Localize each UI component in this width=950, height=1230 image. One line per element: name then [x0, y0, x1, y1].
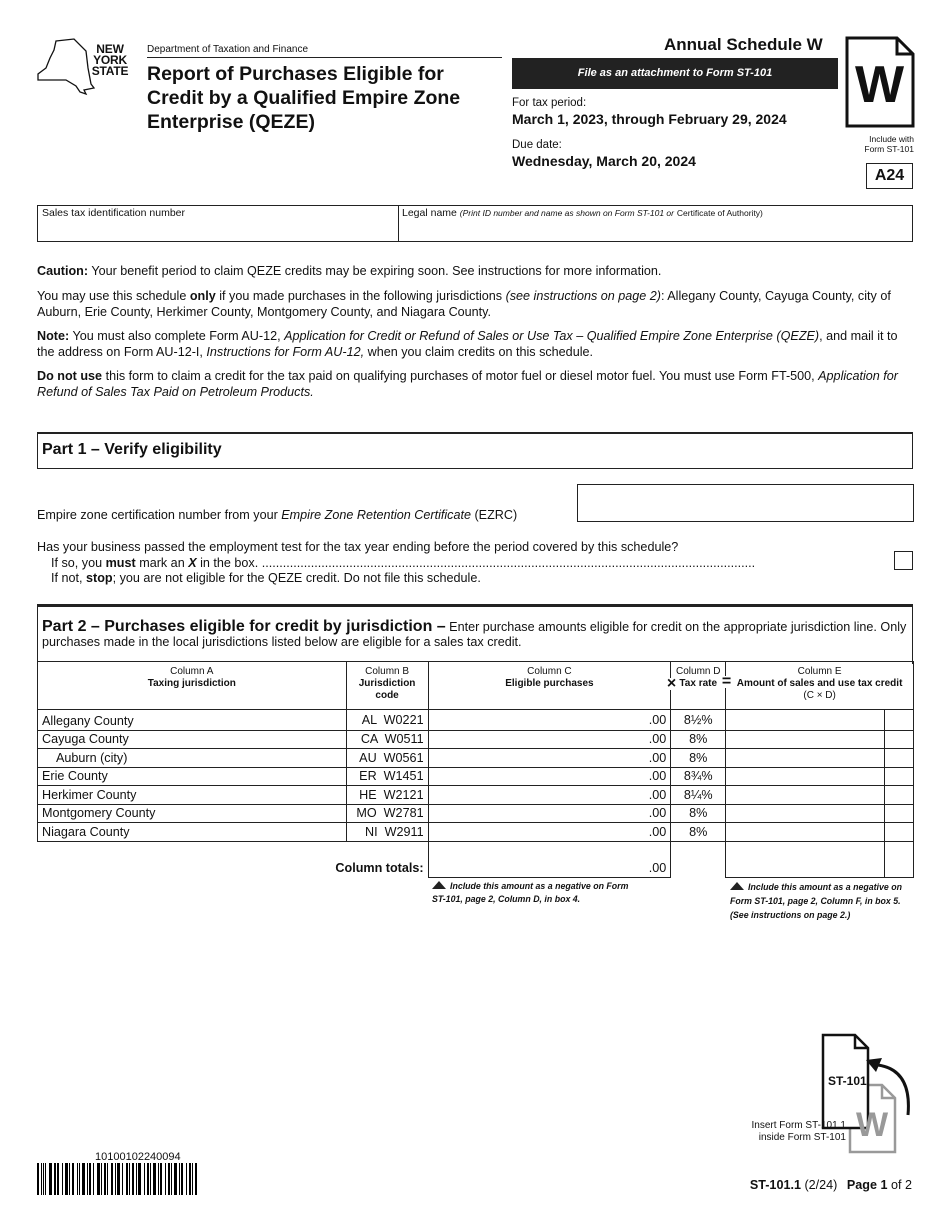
- ezrc-certificate-title: Empire Zone Retention Certificate: [281, 508, 471, 522]
- credit-cents-input[interactable]: [885, 730, 914, 749]
- legal-name-label-row: [398, 206, 912, 220]
- part2-heading-text: [38, 607, 912, 650]
- jurisdiction-name: Auburn (city): [38, 749, 347, 768]
- table-row: [38, 730, 914, 749]
- part1-heading-box: [37, 432, 913, 469]
- col-c-header: [428, 662, 677, 710]
- legal-name-hint-rest: Certificate of Authority): [676, 208, 763, 218]
- barcode-number: 10100102240094: [95, 1151, 181, 1163]
- jurisdiction-code: AL W0221: [346, 710, 428, 731]
- col-e-name: Amount of sales and use tax credit: [736, 678, 903, 689]
- ezrc-label: [37, 508, 517, 524]
- insert-note-line-1: Insert Form ST-101.1: [751, 1120, 846, 1131]
- totals-label: Column totals:: [335, 861, 424, 875]
- column-c-total-note: [432, 880, 642, 906]
- due-date-value: Wednesday, March 20, 2024: [512, 153, 696, 169]
- table-row: [38, 749, 914, 768]
- column-e-total-input[interactable]: [726, 841, 885, 877]
- note-label: Note:: [37, 329, 70, 343]
- cents: .00: [648, 824, 667, 839]
- do-not-use-text: this form to claim a credit for the tax paid on qualifying purchases of motor fuel or diesel motor fuel. You must use Form FT-500,: [102, 369, 819, 383]
- form-id-and-page: [650, 1178, 912, 1192]
- state-word-3: STATE: [91, 64, 129, 78]
- jurisdiction-code: CA W0511: [346, 730, 428, 749]
- title-line-3: Enterprise (QEZE): [147, 111, 315, 133]
- include-note-line-2: Form ST-101: [864, 144, 914, 154]
- usage-text-c: : Allegany County, Cayuga County, city of Auburn, Erie County, Herkimer County, Montgomery County, and Niagara County.: [37, 289, 891, 319]
- part2-heading-box: [37, 604, 913, 664]
- insert-note-line-2: inside Form ST-101: [758, 1131, 846, 1143]
- q2-text-b: mark an: [135, 555, 189, 570]
- ezrc-text-b: (EZRC): [470, 508, 518, 522]
- tax-rate: 8%: [671, 823, 726, 842]
- eligible-purchases-input[interactable]: [428, 730, 671, 749]
- sales-tax-id-field[interactable]: [37, 205, 399, 242]
- page-of: of 2: [887, 1178, 912, 1192]
- ezrc-text-a: Empire zone certification number from your: [37, 508, 282, 522]
- title-line-1: Report of Purchases Eligible for: [147, 63, 444, 85]
- eligible-purchases-input[interactable]: [428, 710, 671, 731]
- ezrc-number-input[interactable]: [577, 484, 914, 522]
- jurisdiction-name: Herkimer County: [38, 786, 347, 805]
- up-arrow-icon: [432, 881, 446, 889]
- page-label: Page: [846, 1178, 881, 1192]
- col-b-header: [346, 662, 428, 710]
- usage-text-b: if you made purchases in the following jurisdictions: [215, 289, 506, 303]
- table-row: [38, 786, 914, 805]
- include-note-line-1: Include with: [869, 134, 914, 144]
- cents: .00: [648, 750, 667, 765]
- col-e-top: Column E: [797, 666, 842, 677]
- do-not-use-notice: [37, 369, 912, 400]
- note-notice: [37, 329, 912, 360]
- credit-amount-input[interactable]: [726, 767, 885, 786]
- table-row: [38, 804, 914, 823]
- col-c-name: Eligible purchases: [505, 678, 594, 689]
- attach-banner-text: File as an attachment to Form ST-101: [577, 67, 773, 79]
- column-c-total-input[interactable]: [428, 841, 671, 877]
- q3-stop: stop: [86, 571, 113, 585]
- jurisdiction-code: MO W2781: [346, 804, 428, 823]
- equals-sign: =: [721, 673, 732, 690]
- jurisdiction-table: [37, 661, 914, 878]
- column-c-note-text: Include this amount as a negative on Form ST-101, page 2, Column D, in box 4.: [432, 881, 629, 904]
- tax-period-value: March 1, 2023, through February 29, 2024: [512, 111, 787, 127]
- tax-rate: 8%: [671, 749, 726, 768]
- employment-q-line-1: Has your business passed the employment test for the tax year ending before the period covered by this schedule?: [37, 540, 679, 554]
- col-e-header: [726, 662, 914, 710]
- department-name: Department of Taxation and Finance: [147, 44, 309, 55]
- cents: .00: [648, 787, 667, 802]
- new-york-state-map-icon: [36, 38, 96, 96]
- attach-banner: [512, 58, 838, 89]
- tax-period-label: For tax period:: [512, 97, 587, 109]
- jurisdiction-name: Erie County: [38, 767, 347, 786]
- st101-doc-label: ST-101: [828, 1074, 867, 1088]
- jurisdiction-name: Allegany County: [38, 710, 347, 731]
- cents: .00: [648, 769, 667, 784]
- form-revision: (2/24): [800, 1178, 838, 1192]
- credit-cents-input[interactable]: [885, 710, 914, 731]
- usage-notice: [37, 289, 912, 320]
- credit-amount-input[interactable]: [726, 710, 885, 731]
- jurisdiction-name: Cayuga County: [38, 730, 347, 749]
- tax-rate: 8½%: [671, 710, 726, 731]
- credit-cents-input[interactable]: [885, 767, 914, 786]
- form-code-box: [866, 163, 913, 189]
- q3-text-a: If not,: [51, 571, 87, 585]
- column-e-total-note: [730, 880, 912, 922]
- jurisdiction-code: HE W2121: [346, 786, 428, 805]
- credit-amount-input[interactable]: [726, 730, 885, 749]
- credit-amount-input[interactable]: [726, 804, 885, 823]
- col-b-top: Column B: [365, 666, 410, 677]
- note-text-c: when you claim credits on this schedule.: [364, 344, 593, 359]
- credit-amount-input[interactable]: [726, 786, 885, 805]
- table-row: [38, 710, 914, 731]
- eligible-purchases-input[interactable]: [428, 786, 671, 805]
- credit-cents-input[interactable]: [885, 749, 914, 768]
- credit-cents-input[interactable]: [885, 804, 914, 823]
- col-a-name: Taxing jurisdiction: [147, 678, 236, 689]
- col-d-top: Column D: [676, 666, 721, 677]
- part2-heading: Part 2 – Purchases eligible for credit by jurisdiction –: [42, 618, 446, 635]
- schedule-badge-letter: W: [855, 56, 905, 114]
- col-a-header: [38, 662, 347, 710]
- eligible-purchases-input[interactable]: [428, 749, 671, 768]
- credit-cents-input[interactable]: [885, 823, 914, 842]
- tax-rate: 8¾%: [671, 767, 726, 786]
- caution-label: Caution:: [37, 264, 89, 278]
- totals-row: [38, 841, 914, 877]
- jurisdiction-code: AU W0561: [346, 749, 428, 768]
- q2-text-a: If so, you: [51, 555, 106, 570]
- state-word-2: YORK: [93, 53, 127, 67]
- schedule-name: Annual Schedule W: [664, 35, 823, 54]
- title-line-2: Credit by a Qualified Empire Zone: [147, 87, 461, 109]
- totals-spacer: [671, 841, 726, 877]
- legal-name-hint: (Print ID number and name as shown on Form ST-101 or: [459, 208, 674, 218]
- part2-intro: Enter purchase amounts eligible for credit on the appropriate jurisdiction line. Only purchases made in the local jurisdictions listed below are eligible for a sales tax credit.: [42, 620, 907, 649]
- page-number: 1: [880, 1178, 888, 1192]
- q2-must: must: [105, 555, 136, 570]
- usage-text-a: You may use this schedule: [37, 289, 190, 303]
- credit-amount-input[interactable]: [726, 749, 885, 768]
- times-sign: ×: [666, 675, 677, 692]
- usage-see-instructions: (see instructions on page 2): [505, 289, 661, 303]
- q2-text-c: in the box. .............................................................................................................................................: [196, 555, 756, 570]
- cents: .00: [648, 806, 667, 821]
- jurisdiction-name: Niagara County: [38, 823, 347, 842]
- col-d-header: [671, 662, 732, 710]
- do-not-use-form-title: Application for Refund of Sales Tax Paid on Petroleum Products.: [37, 369, 898, 399]
- column-e-note-text: Include this amount as a negative on Form ST-101, page 2, Column F, in box 5. (See instructions on page 2.): [730, 882, 902, 920]
- part1-heading: Part 1 – Verify eligibility: [42, 441, 222, 458]
- totals-cents: .00: [648, 860, 667, 875]
- col-e-sub: (C × D): [803, 690, 836, 701]
- employment-q-line-3: [37, 571, 887, 587]
- col-c-top: Column C: [527, 666, 572, 677]
- table-row: [38, 823, 914, 842]
- include-note: [848, 134, 914, 154]
- barcode: [37, 1163, 197, 1195]
- jurisdiction-code: NI W2911: [346, 823, 428, 842]
- tax-rate: 8%: [671, 730, 726, 749]
- employment-q-line-2: [37, 556, 883, 572]
- cents: .00: [648, 712, 667, 727]
- employment-test-checkbox[interactable]: [894, 551, 913, 570]
- state-wordmark: [90, 44, 130, 77]
- note-form-title: Application for Credit or Refund of Sales or Use Tax – Qualified Empire Zone Enterprise (QEZE): [284, 329, 820, 343]
- eligible-purchases-input[interactable]: [428, 767, 671, 786]
- do-not-use-label: Do not use: [37, 369, 103, 383]
- q3-text-b: ; you are not eligible for the QEZE credit. Do not file this schedule.: [112, 571, 481, 585]
- usage-only: only: [189, 289, 216, 303]
- eligible-purchases-input[interactable]: [428, 804, 671, 823]
- sales-tax-id-label: Sales tax identification number: [42, 207, 185, 219]
- form-code: A24: [874, 167, 905, 184]
- jurisdiction-code: ER W1451: [346, 767, 428, 786]
- caution-text: Your benefit period to claim QEZE credits may be expiring soon. See instructions for more information.: [88, 264, 662, 278]
- due-date-label: Due date:: [512, 139, 562, 151]
- up-arrow-icon: [730, 882, 744, 890]
- legal-name-field[interactable]: [398, 205, 913, 242]
- page-title: [147, 62, 507, 134]
- eligible-purchases-input[interactable]: [428, 823, 671, 842]
- note-text-b: , and mail it to the address on Form AU-12-I,: [37, 329, 898, 359]
- jurisdiction-name: Montgomery County: [38, 804, 347, 823]
- col-a-top: Column A: [170, 666, 214, 677]
- col-b-name: Jurisdiction code: [358, 678, 416, 701]
- caution-notice: [37, 264, 912, 280]
- legal-name-label: Legal name: [402, 207, 457, 219]
- credit-cents-input[interactable]: [885, 786, 914, 805]
- tax-rate: 8¼%: [671, 786, 726, 805]
- credit-amount-input[interactable]: [726, 823, 885, 842]
- table-header-row: [38, 662, 914, 710]
- cents: .00: [648, 732, 667, 747]
- table-row: [38, 767, 914, 786]
- state-word-1: NEW: [96, 42, 124, 56]
- tax-rate: 8%: [671, 804, 726, 823]
- w-doc-letter: W: [856, 1106, 889, 1144]
- note-instructions-title: Instructions for Form AU-12,: [206, 344, 365, 359]
- column-e-total-cents-input[interactable]: [885, 841, 914, 877]
- header-rule: [147, 57, 502, 58]
- note-text-a: You must also complete Form AU-12,: [69, 329, 285, 343]
- q2-x: X: [188, 555, 197, 570]
- employment-test-question: [37, 540, 887, 587]
- form-id: ST-101.1: [749, 1178, 801, 1192]
- insert-note: [700, 1120, 846, 1143]
- col-d-name: Tax rate: [679, 678, 718, 689]
